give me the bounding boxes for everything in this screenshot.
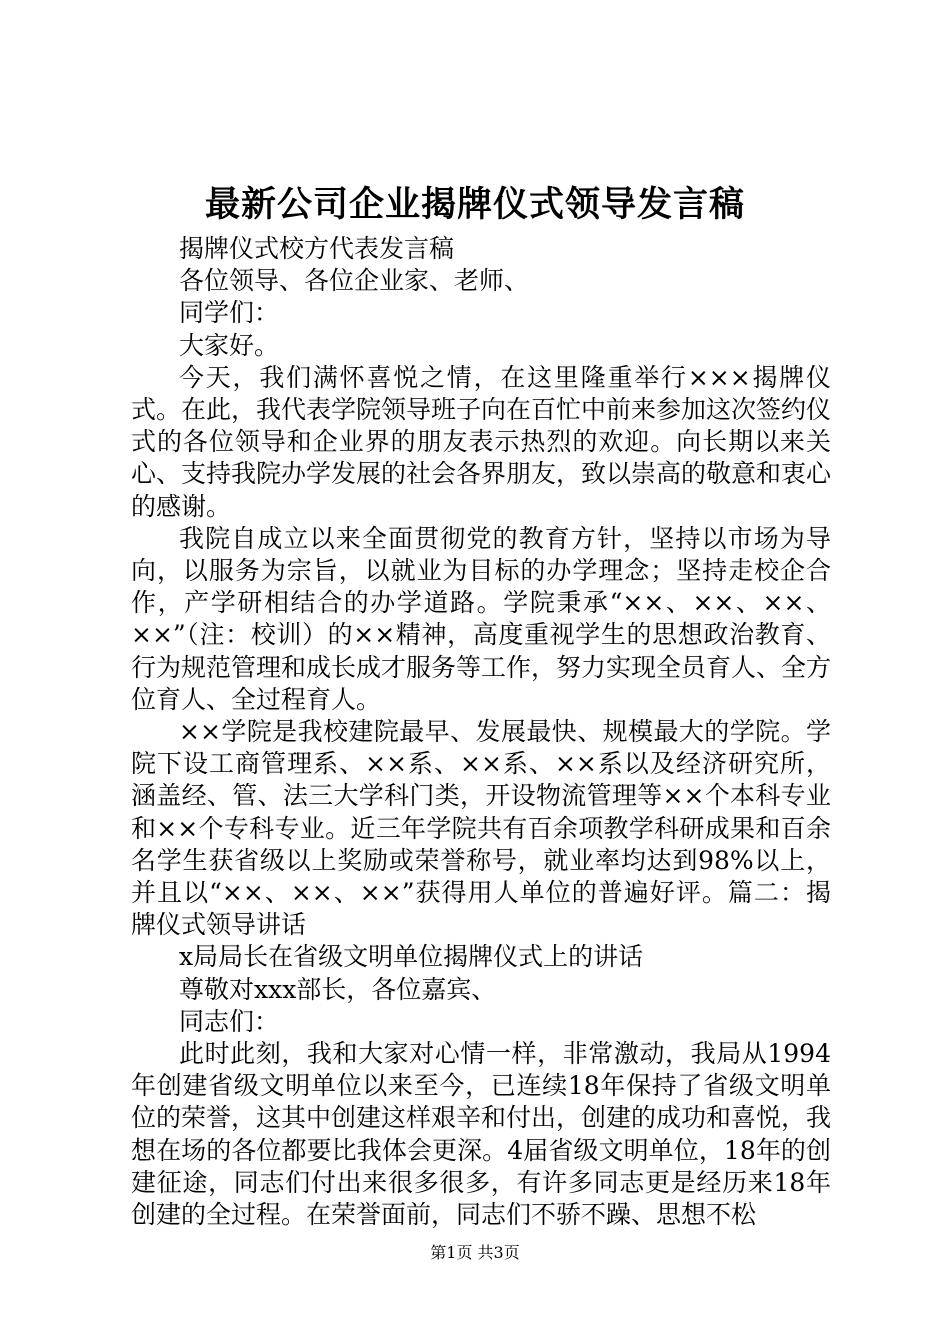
paragraph-welcome: 今天，我们满怀喜悦之情，在这里隆重举行×××揭牌仪式。在此，我代表学院领导班子向在百忙中前来参加这次签约仪式的各位领导和企业界的朋友表示热烈的欢迎。向长期以来关心、支持我院办学发展的社会各界朋友，致以崇高的敬意和衷心的感谢。 bbox=[131, 362, 832, 521]
paragraph-salutation: 各位领导、各位企业家、老师、 bbox=[179, 266, 530, 296]
paragraph-salutation-2: 尊敬对xxx部长，各位嘉宾、 bbox=[179, 974, 497, 1004]
document-body bbox=[131, 233, 831, 1231]
paragraph-institute-mission: 我院自成立以来全面贯彻党的教育方针，坚持以市场为导向，以服务为宗旨，以就业为目标的办学理念；坚持走校企合作，产学研相结合的办学道路。学院秉承“××、××、××、××”（注：校训）的××精神，高度重视学生的思想政治教育、行为规范管理和成长成才服务等工作，努力实现全员育人、全方位育人、全过程育人。 bbox=[131, 523, 832, 714]
page-title: 最新公司企业揭牌仪式领导发言稿 bbox=[204, 184, 745, 225]
paragraph-salutation-2-cont: 同志们： bbox=[179, 1006, 280, 1036]
paragraph-speech-body: 此时此刻，我和大家对心情一样，非常激动，我局从1994年创建省级文明单位以来至今，已连续18年保持了省级文明单位的荣誉，这其中创建这样艰辛和付出，创建的成功和喜悦，我想在场的各位都要比我体会更深。4届省级文明单位，18年的创建征途，同志们付出来很多很多，有许多同志更是经历来18年创建的全过程。在荣誉面前，同志们不骄不躁、思想不松 bbox=[131, 1039, 832, 1230]
paragraph-greeting: 大家好。 bbox=[179, 330, 280, 360]
paragraph-salutation-cont: 同学们： bbox=[179, 298, 280, 328]
paragraph-subtitle: 揭牌仪式校方代表发言稿 bbox=[179, 234, 455, 263]
page-footer: 第1页 共3页 bbox=[430, 1243, 520, 1262]
paragraph-institute-overview: ××学院是我校建院最早、发展最快、规模最大的学院。学院下设工商管理系、××系、××系、××系以及经济研究所，涵盖经、管、法三大学科门类，开设物流管理等××个本科专业和××个专科专业。近三年学院共有百余项教学科研成果和百余名学生获省级以上奖励或荣誉称号，就业率均达到98%以上，并且以“××、××、××”获得用人单位的普遍好评。篇二：揭牌仪式领导讲话 bbox=[131, 717, 831, 940]
paragraph-speech-title: x局局长在省级文明单位揭牌仪式上的讲话 bbox=[179, 942, 644, 972]
